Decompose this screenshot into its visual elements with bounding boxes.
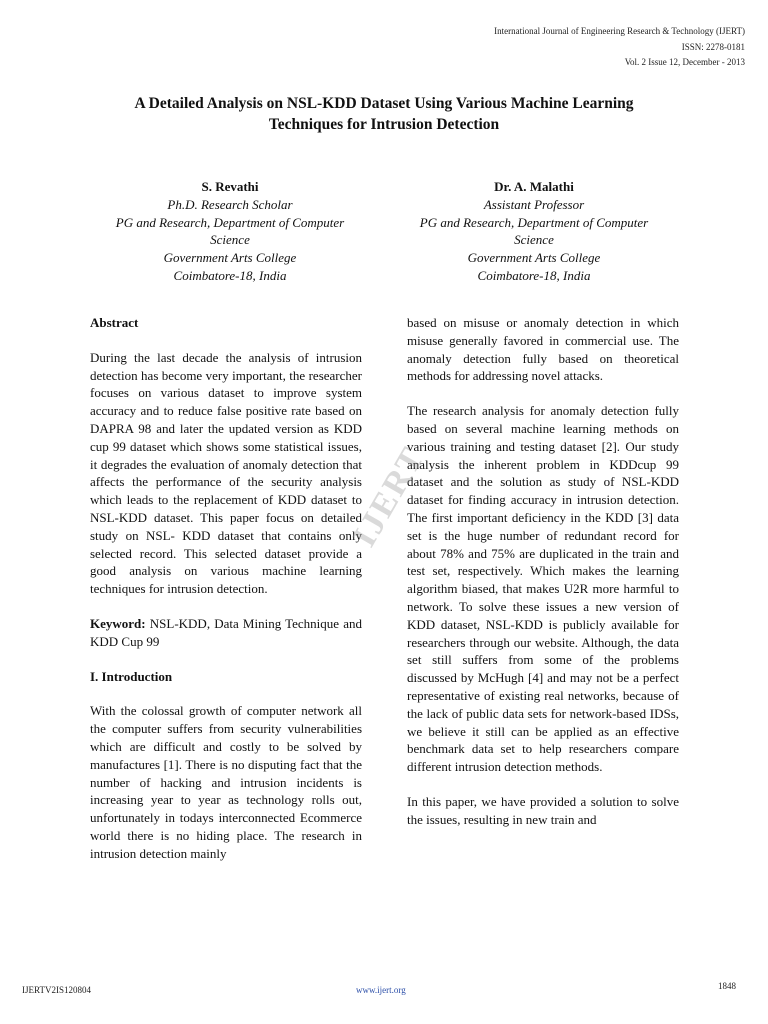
- journal-issn: ISSN: 2278-0181: [681, 41, 745, 52]
- author-name: Dr. A. Malathi: [494, 179, 574, 194]
- author-name: S. Revathi: [201, 179, 259, 194]
- paper-id: IJERTV2IS120804: [22, 985, 91, 995]
- intro-paragraph: With the colossal growth of computer network all the computer suffers from security vulnerabilities which are difficult and costly to be solved by manufactures [1]. There is no disputing fact that the number of hacking and intrusion incidents is increasing year to year as technology rolls out, unfortunately in todays interconnected Ecommerce world there is no hiding place. The research in intrusion detection mainly: [90, 703, 362, 861]
- author-role: Assistant Professor: [483, 196, 585, 212]
- abstract-text: During the last decade the analysis of intrusion detection has become very important, the researcher focuses on various dataset to improve system accuracy and to reduce false positive rate based on DAPRA 98 and later the updated version as KDD cup 99 dataset which shows some statistical issues, it degrades the evaluation of anomaly detection that affects the performance of the security analysis which leads to the replacement of KDD dataset to NSL-KDD dataset. This paper focus on detailed study on NSL- KDD dataset that contains only selected record. This selected dataset provide a good analysis on various machine learning techniques for intrusion detection.: [90, 349, 362, 597]
- author-dept: PG and Research, Department of Computer: [419, 214, 649, 230]
- author-location: Coimbatore-18, India: [173, 267, 287, 283]
- author-dept: PG and Research, Department of Computer: [115, 214, 345, 230]
- keywords-text: NSL-KDD, Data Mining Technique and KDD Cup 99: [90, 615, 362, 649]
- left-column: [90, 314, 362, 880]
- keywords: [90, 615, 362, 651]
- journal-name: International Journal of Engineering Research & Technology (IJERT): [494, 26, 745, 36]
- author-role: Ph.D. Research Scholar: [167, 196, 293, 212]
- title-line-1: A Detailed Analysis on NSL-KDD Dataset Using Various Machine Learning: [134, 95, 634, 112]
- ijert-watermark: IJERT: [345, 440, 433, 554]
- keywords-label: Keyword:: [90, 615, 146, 631]
- right-column: [407, 314, 679, 846]
- abstract-heading: Abstract: [90, 315, 139, 330]
- author-dept-cont: Science: [210, 232, 250, 248]
- author-location: Coimbatore-18, India: [477, 267, 591, 283]
- right-paragraph-1: based on misuse or anomaly detection in which misuse generally favored in commercial use. The anomaly detection fully based on theoretical methods for addressing novel attacks.: [407, 315, 679, 384]
- right-paragraph-3: In this paper, we have provided a solution to solve the issues, resulting in new train and: [407, 793, 679, 827]
- right-paragraph-2: The research analysis for anomaly detection fully based on several machine learning methods on various training and testing dataset [2]. Our study analysis the inherent problem in KDDcup 99 dataset and the solution as study of NSL-KDD dataset for finding accuracy in intrusion detection. The first important deficiency in the KDD [3] data set is the huge number of redundant record for about 78% and 75% are duplicated in the train and test set, respectively. Which makes the learning algorithm biased, that makes U2R more harmful to network. To solve these issues a new version of KDD dataset, NSL-KDD is publicly available for researchers through our website. Although, the data set still suffers from some of the problems discussed by McHugh [4] and may not be a perfect representative of existing real networks, because of the lack of public data sets for network-based IDSs, we believe it still can be applied as an effective benchmark data set to help researchers compare different intrusion detection methods.: [407, 403, 679, 775]
- author-block-1: [92, 178, 368, 285]
- journal-header: [494, 24, 745, 71]
- author-dept-cont: Science: [514, 232, 554, 248]
- author-college: Government Arts College: [163, 250, 297, 266]
- journal-volume: Vol. 2 Issue 12, December - 2013: [624, 57, 745, 67]
- page-number: 1848: [718, 981, 736, 991]
- section-heading-introduction: I. Introduction: [90, 668, 173, 684]
- author-block-2: [396, 178, 672, 285]
- journal-website-link[interactable]: www.ijert.org: [356, 985, 406, 995]
- author-college: Government Arts College: [467, 250, 601, 266]
- paper-title: [60, 93, 708, 135]
- title-line-2: Techniques for Intrusion Detection: [268, 116, 500, 133]
